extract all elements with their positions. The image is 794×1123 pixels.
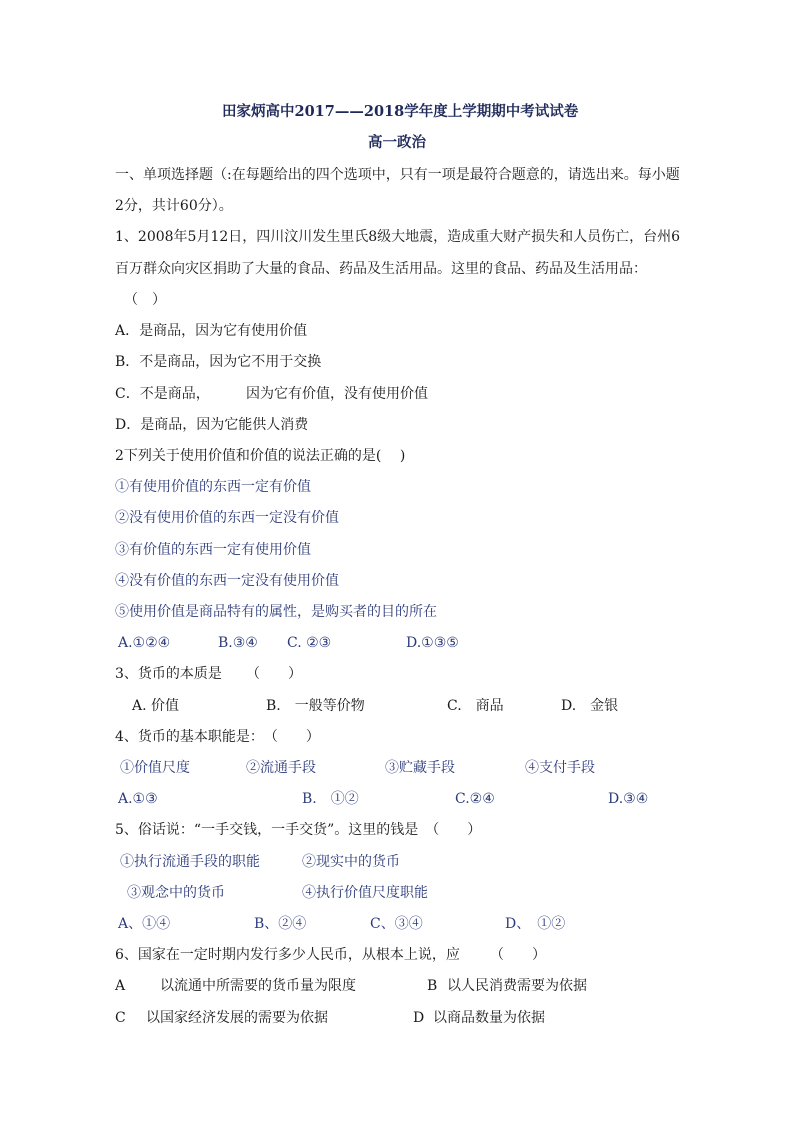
q1-answer-paren: （ ）	[124, 292, 166, 308]
q6-option-d-text: 以商品数量为依据	[433, 1010, 545, 1026]
q3-option-d: D. 金银	[561, 698, 619, 714]
q2-option-d: D.①③⑤	[406, 635, 459, 651]
q4-option-a: A.①③	[118, 791, 158, 807]
q6-option-a-text: 以流通中所需要的货币量为限度	[160, 978, 356, 994]
q4-stem: 4、货币的基本职能是： （ ）	[115, 729, 320, 745]
section-instructions-line1: 一、单项选择题（:在每题给出的四个选项中，只有一项是最符合题意的，请选出来。每小题	[115, 167, 680, 183]
q5-stem: 5、俗话说：“一手交钱，一手交货”。这里的钱是 （ ）	[115, 822, 482, 838]
q3-option-a: A. 价值	[132, 698, 180, 714]
q5-item: ①执行流通手段的职能	[120, 854, 260, 870]
q3-answer-paren: （ ）	[246, 666, 302, 682]
q6-option-b-label: B	[427, 978, 438, 994]
q2-statement: ②没有使用价值的东西一定没有价值	[115, 510, 339, 526]
q4-option-c: C.②④	[455, 791, 495, 807]
q5-option-a: A、①④	[118, 916, 171, 932]
exam-title: 田家炳高中2017——2018学年度上学期期中考试试卷	[222, 103, 579, 120]
q2-stem: 2下列关于使用价值和价值的说法正确的是( )	[115, 448, 406, 464]
q4-item: ②流通手段	[246, 760, 316, 776]
q2-statement: ①有使用价值的东西一定有价值	[115, 479, 311, 495]
q2-statement: ⑤使用价值是商品特有的属性，是购买者的目的所在	[115, 604, 437, 620]
q6-option-b-text: 以人民消费需要为依据	[447, 978, 587, 994]
q2-option-c: C. ②③	[287, 635, 332, 651]
q2-option-a: A.①②④	[118, 635, 171, 651]
exam-subject: 高一政治	[368, 134, 426, 151]
q5-option-d: D、 ①②	[505, 916, 566, 932]
q1-stem-line1: 1、2008年5月12日，四川汶川发生里氏8级大地震，造成重大财产损失和人员伤亡，台州6	[115, 229, 681, 245]
q5-option-b: B、②④	[254, 916, 307, 932]
q6-stem: 6、国家在一定时期内发行多少人民币，从根本上说，应	[115, 947, 460, 963]
q6-answer-paren: （ ）	[490, 947, 546, 963]
q5-item: ③观念中的货币	[127, 885, 225, 901]
q1-option-a: A．是商品，因为它有使用价值	[115, 323, 308, 339]
q2-option-b: B.③④	[218, 635, 258, 651]
section-instructions-line2: 2分，共计60分）。	[115, 198, 233, 214]
q4-option-b: B. ①②	[302, 791, 359, 807]
q1-option-d: D．是商品，因为它能供人消费	[115, 417, 309, 433]
q6-option-a-label: A	[115, 978, 126, 994]
q6-option-c-label: C	[115, 1010, 126, 1026]
q6-option-c-text: 以国家经济发展的需要为依据	[146, 1010, 328, 1026]
q3-option-c: C. 商品	[447, 698, 504, 714]
q2-statement: ③有价值的东西一定有使用价值	[115, 542, 311, 558]
q4-item: ③贮藏手段	[385, 760, 455, 776]
q6-option-d-label: D	[413, 1010, 425, 1026]
q5-option-c: C、③④	[370, 916, 423, 932]
q4-option-d: D.③④	[608, 791, 649, 807]
q1-stem-line2: 百万群众向灾区捐助了大量的食品、药品及生活用品。这里的食品、药品及生活用品：	[115, 261, 647, 277]
q2-statement: ④没有价值的东西一定没有使用价值	[115, 573, 339, 589]
q3-option-b: B. 一般等价物	[266, 698, 365, 714]
q1-option-c-text: 因为它有价值，没有使用价值	[246, 386, 428, 402]
q5-item: ④执行价值尺度职能	[302, 885, 428, 901]
q1-option-c-label: C．不是商品，	[115, 386, 210, 402]
q4-item: ④支付手段	[525, 760, 595, 776]
q4-item: ①价值尺度	[120, 760, 190, 776]
q1-option-b: B．不是商品，因为它不用于交换	[115, 354, 322, 370]
q3-stem: 3、货币的本质是	[115, 666, 222, 682]
q5-item: ②现实中的货币	[302, 854, 400, 870]
